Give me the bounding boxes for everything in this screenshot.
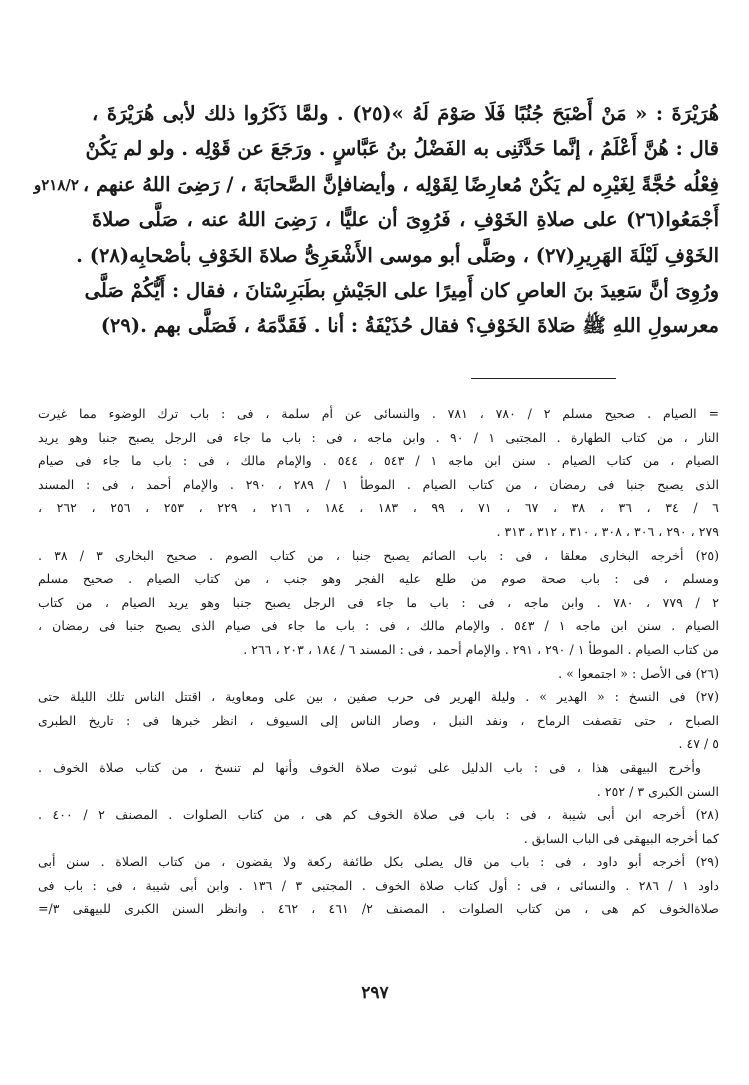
footnote-line: الصباح ، حتى تقصفت الرماح ، ونفد النبل ، وصار الناس إلى السيوف ، انظر خبرها فى : تاريخ الطبرى	[38, 712, 719, 728]
footnote-line: وأخرج البيهقى هذا ، فى : باب الدليل على ثبوت صلاة الخوف وأنها لم تنسخ ، من كتاب صلاة الخوف .	[38, 759, 701, 775]
footnote-line: من كتاب الصيام . الموطأ ١ / ٢٩٠ ، ٢٩١ . والإمام أحمد ، فى : المسند ٦ / ١٨٤ ، ٢٠٣ ، ٢٦٦ .	[243, 641, 719, 657]
footnote-line: (٢٩) أخرجه أبو داود ، فى : باب من قال يصلى بكل طائفة ركعة ولا يقضون ، من كتاب الصلاة . سنن أبى	[38, 854, 719, 870]
footnote-line: صلاةالخوف كم هى ، من كتاب الصلوات . المصنف ٢/ ٤٦١ ، ٤٦٢ . وانظر السنن الكبرى للبيهقى ٣/=	[38, 901, 719, 917]
main-text-line: معرسولِ اللهِ ﷺ صَلاةَ الخَوْفِ؟ فقال حُذَيْفَةُ : أنا . فَقَدَّمَهُ ، فَصَلَّى بهم .(٢٩)	[100, 314, 719, 338]
footnote-line: (٢٦) فى الأصل : « اجتمعوا » .	[558, 665, 719, 681]
main-text	[76, 96, 719, 344]
footnote-separator	[471, 378, 616, 379]
footnote-line: (٢٨) أخرجه ابن أبى شيبة ، فى : باب فى صلاة الخوف كم هى ، من كتاب الصلوات . المصنف ٢ / ٤٠٠ .	[38, 807, 719, 823]
main-text-line: أَجْمَعُوا(٢٦) على صلاةِ الخَوْفِ ، فَرُوِىَ أن عليًّا ، رَضِىَ اللهُ عنه ، صَلَّى صلاةَ	[92, 208, 719, 232]
footnote-line: ٦ / ٣٤ ، ٣٦ ، ٣٨ ، ٦٧ ، ٧١ ، ٩٩ ، ١٨٣ ، ١٨٤ ، ٢١٦ ، ٢٢٩ ، ٢٥٣ ، ٢٥٦ ، ٢٦٢ ،	[38, 500, 719, 516]
main-text-line: قال : هُنَّ أَعْلَمُ ، إنَّما حَدَّثَنِى به الفَضْلُ بنُ عَبَّاسٍ . ورَجَعَ عن قَوْلِه . ولو لم يَكُنْ	[85, 137, 719, 161]
footnote-line: السنن الكبرى ٣ / ٢٥٢ .	[596, 783, 719, 799]
manuscript-folio-note: ٢١٨/٢و	[34, 176, 79, 194]
footnote-line: = الصيام . صحيح مسلم ٢ / ٧٨٠ ، ٧٨١ . والنسائى عن أم سلمة ، فى : باب ترك الوضوء مما غيرت	[38, 406, 719, 421]
footnote-line: داود ١ / ٢٨٦ . والنسائى ، فى : أول كتاب صلاة الخوف . المجتبى ٣ / ١٣٦ . وابن أبى شيبة ، فى : باب فى	[38, 877, 720, 893]
page-number: ٢٩٧	[361, 983, 389, 1003]
footnote-line: النار ، من كتاب الطهارة . المجتبى ١ / ٩٠ . وابن ماجه ، فى : باب ما جاء فى الرجل يصبح جنبا وهو يريد	[38, 429, 720, 445]
footnote-line: الذى يصبح جنبا فى رمضان ، من كتاب الصيام . الموطأ ١ / ٢٨٩ ، ٢٩٠ . والإمام أحمد ، فى : المسند	[38, 476, 720, 492]
footnote-line: ومسلم ، فى : باب صحة صوم من طلع عليه الفجر وهو جنب ، من كتاب الصيام . صحيح مسلم	[38, 571, 719, 587]
main-text-line: ورُوِىَ أنَّ سَعِيدَ بنَ العاصِ كان أَمِيرًا على الجَيْشِ بطَبَرِسْتانَ ، فقال : أَيُّكُمْ صَلَّى	[84, 278, 719, 302]
footnote-line: (٢٥) أخرجه البخارى معلقا ، فى : باب الصائم يصبح جنبا ، من كتاب الصوم . صحيح البخارى ٣ / ٣٨ .	[38, 547, 720, 563]
footnote-line: كما أخرجه البيهقى فى الباب السابق .	[523, 830, 719, 846]
main-text-line: فِعْلُه حُجَّةً لِغَيْرِه لم يَكُنْ مُعارِضًا لِقَوْلِه ، وأيضافإنَّ الصَّحابَةَ ، / رَضِىَ اللهُ عنهم ،	[82, 172, 719, 196]
footnote-line: ٢٧٩ ، ٢٩٠ ، ٣٠٦ ، ٣٠٨ ، ٣١٠ ، ٣١٢ ، ٣١٣ .	[496, 523, 719, 539]
footnote-line: الصيام . سنن ابن ماجه ١ / ٥٤٣ . والإمام مالك ، فى : باب ما جاء فى صيام الذى يصبح جنبا فى رمضان ،	[38, 618, 719, 634]
footnotes	[38, 402, 719, 921]
footnote-line: ٢ / ٧٧٩ ، ٧٨٠ . وابن ماجه ، فى : باب ما جاء فى الرجل يصبح جنبا وهو يريد الصيام ، من كتاب	[38, 594, 719, 610]
footnote-line: (٢٧) فى النسخ : « الهدير » . وليلة الهرير فى حرب صفين ، بين على ومعاوية ، اقتتل الناس تلك الليلة حتى	[38, 689, 719, 705]
footnote-line: الصيام ، من كتاب الصيام . سنن ابن ماجه ١ / ٥٤٣ ، ٥٤٤ . والإمام مالك ، فى : باب ما جاء فى صيام	[38, 453, 720, 469]
footnote-line: ٥ / ٤٧ .	[678, 736, 719, 752]
main-text-line: هُرَيْرَةَ : « مَنْ أَصْبَحَ جُنُبًا فَلَا صَوْمَ لَهُ »(٢٥) . ولمَّا ذَكَرُوا ذلك لأبى هُرَيْرَةَ ،	[92, 102, 719, 125]
main-text-line: الخَوْفِ لَيْلَةَ الهَرِيرِ(٢٧) ، وصَلَّى أبو موسى الأَشْعَرِىُّ صلاةَ الخَوْفِ بأصْحابِه(٢٨) .	[76, 243, 719, 267]
